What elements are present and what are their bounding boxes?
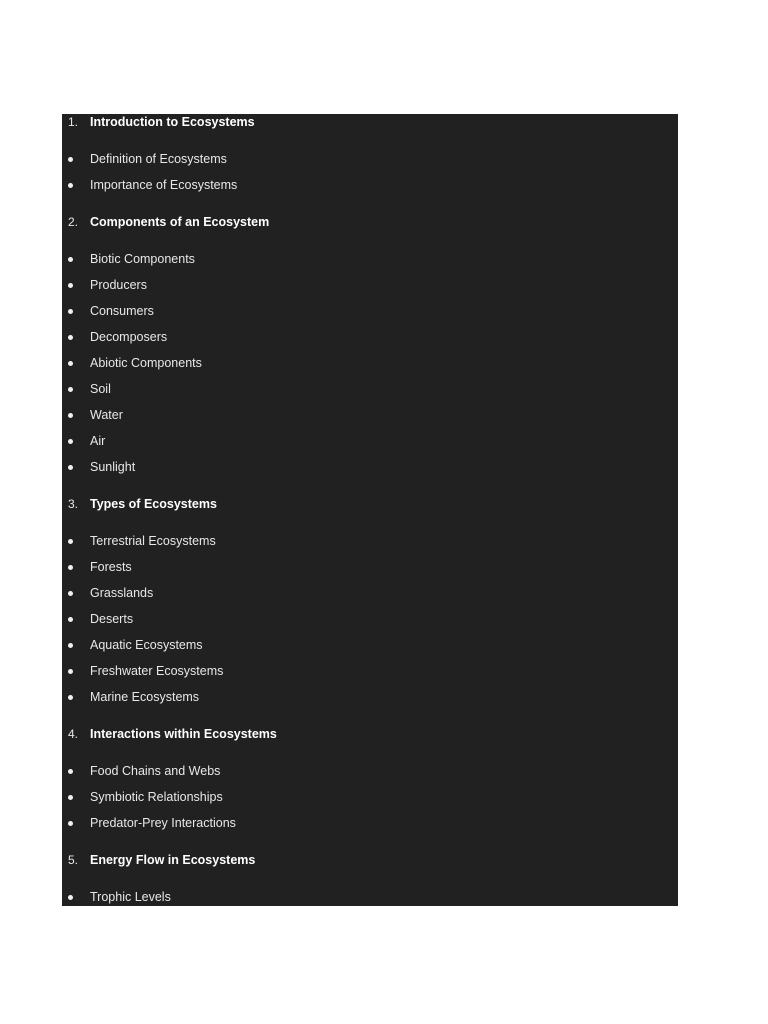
section-number: 2. xyxy=(68,215,79,229)
list-item-label: Water xyxy=(90,408,123,422)
bullet-icon xyxy=(68,591,73,596)
list-item-label: Decomposers xyxy=(90,330,168,344)
section-title: Energy Flow in Ecosystems xyxy=(90,853,256,867)
bullet-icon xyxy=(68,413,73,418)
bullet-icon xyxy=(68,795,73,800)
list-item-label: Symbiotic Relationships xyxy=(90,790,223,804)
bullet-icon xyxy=(68,539,73,544)
bullet-icon xyxy=(68,157,73,162)
bullet-icon xyxy=(68,283,73,288)
bullet-icon xyxy=(68,361,73,366)
section-number: 3. xyxy=(68,497,79,511)
section-number: 5. xyxy=(68,853,79,867)
list-item-label: Trophic Levels xyxy=(90,890,171,904)
bullet-icon xyxy=(68,335,73,340)
section-title: Components of an Ecosystem xyxy=(90,215,270,229)
section-number: 4. xyxy=(68,727,79,741)
bullet-icon xyxy=(68,669,73,674)
outline-panel xyxy=(62,114,678,906)
list-item-label: Forests xyxy=(90,560,132,574)
bullet-icon xyxy=(68,387,73,392)
list-item-label: Abiotic Components xyxy=(90,356,202,370)
bullet-icon xyxy=(68,895,73,900)
section-title: Types of Ecosystems xyxy=(90,497,217,511)
list-item-label: Predator-Prey Interactions xyxy=(90,816,236,830)
bullet-icon xyxy=(68,769,73,774)
list-item-label: Sunlight xyxy=(90,460,136,474)
list-item-label: Terrestrial Ecosystems xyxy=(90,534,216,548)
list-item-label: Marine Ecosystems xyxy=(90,690,200,704)
bullet-icon xyxy=(68,183,73,188)
bullet-icon xyxy=(68,643,73,648)
list-item-label: Importance of Ecosystems xyxy=(90,178,238,192)
list-item-label: Biotic Components xyxy=(90,252,195,266)
section-number: 1. xyxy=(68,115,79,129)
bullet-icon xyxy=(68,821,73,826)
bullet-icon xyxy=(68,617,73,622)
bullet-icon xyxy=(68,695,73,700)
bullet-icon xyxy=(68,309,73,314)
bullet-icon xyxy=(68,465,73,470)
bullet-icon xyxy=(68,565,73,570)
list-item-label: Consumers xyxy=(90,304,154,318)
list-item-label: Air xyxy=(90,434,106,448)
list-item-label: Deserts xyxy=(90,612,134,626)
list-item-label: Food Chains and Webs xyxy=(90,764,221,778)
list-item-label: Aquatic Ecosystems xyxy=(90,638,203,652)
section-title: Interactions within Ecosystems xyxy=(90,727,277,741)
section-title: Introduction to Ecosystems xyxy=(90,115,255,129)
list-item-label: Grasslands xyxy=(90,586,154,600)
list-item-label: Definition of Ecosystems xyxy=(90,152,227,166)
list-item-label: Producers xyxy=(90,278,147,292)
bullet-icon xyxy=(68,439,73,444)
list-item-label: Freshwater Ecosystems xyxy=(90,664,224,678)
bullet-icon xyxy=(68,257,73,262)
list-item-label: Soil xyxy=(90,382,111,396)
